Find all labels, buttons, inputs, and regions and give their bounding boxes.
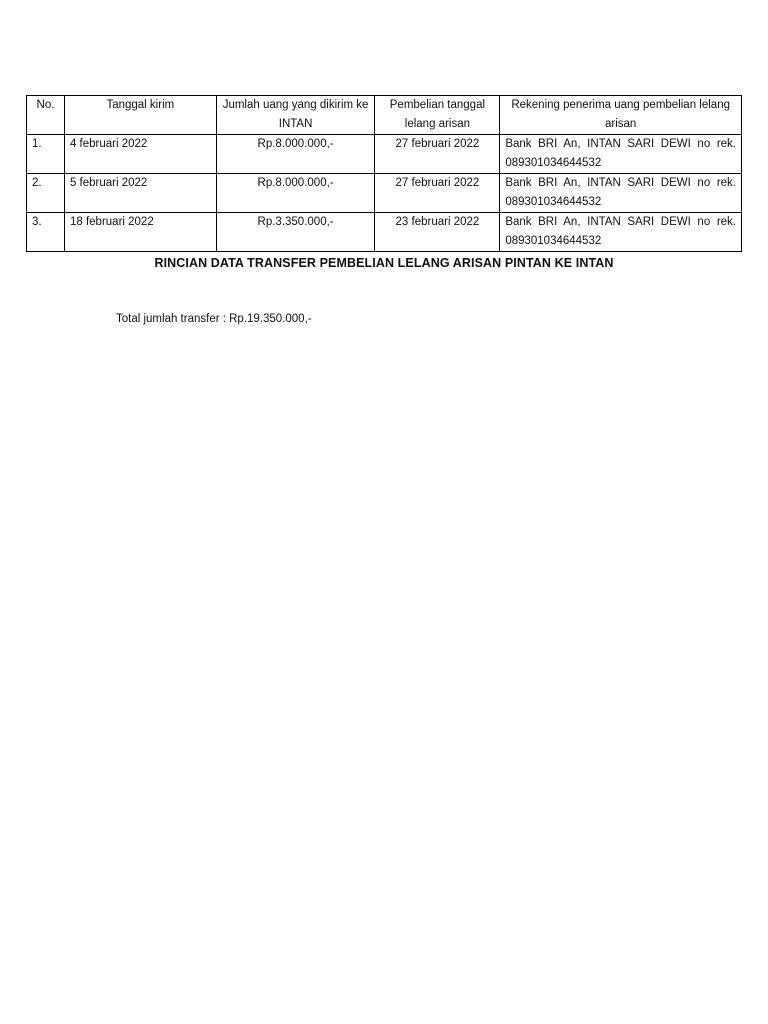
table-row: [27, 174, 742, 213]
cell-pembelian: 27 februari 2022: [375, 135, 500, 174]
header-no: No.: [27, 96, 65, 135]
table-header-row: [27, 96, 742, 135]
cell-rekening: Bank BRI An, INTAN SARI DEWI no rek. 089301034644532: [500, 213, 742, 252]
cell-no: 3.: [27, 213, 65, 252]
cell-tanggal-kirim: 4 februari 2022: [64, 135, 216, 174]
cell-jumlah: Rp.8.000.000,-: [216, 135, 375, 174]
cell-rekening: Bank BRI An, INTAN SARI DEWI no rek. 089301034644532: [500, 135, 742, 174]
cell-no: 1.: [27, 135, 65, 174]
cell-jumlah: Rp.8.000.000,-: [216, 174, 375, 213]
cell-pembelian: 23 februari 2022: [375, 213, 500, 252]
header-rekening: Rekening penerima uang pembelian lelang arisan: [500, 96, 742, 135]
table-row: [27, 135, 742, 174]
header-jumlah: Jumlah uang yang dikirim ke INTAN: [216, 96, 375, 135]
table-row: [27, 213, 742, 252]
cell-tanggal-kirim: 5 februari 2022: [64, 174, 216, 213]
transfer-table: [26, 95, 742, 252]
header-pembelian: Pembelian tanggal lelang arisan: [375, 96, 500, 135]
header-tanggal-kirim: Tanggal kirim: [64, 96, 216, 135]
cell-jumlah: Rp.3.350.000,-: [216, 213, 375, 252]
cell-rekening: Bank BRI An, INTAN SARI DEWI no rek. 089301034644532: [500, 174, 742, 213]
table-caption: RINCIAN DATA TRANSFER PEMBELIAN LELANG ARISAN PINTAN KE INTAN: [154, 256, 614, 270]
cell-tanggal-kirim: 18 februari 2022: [64, 213, 216, 252]
total-transfer: Total jumlah transfer : Rp.19.350.000,-: [116, 313, 312, 325]
cell-pembelian: 27 februari 2022: [375, 174, 500, 213]
cell-no: 2.: [27, 174, 65, 213]
